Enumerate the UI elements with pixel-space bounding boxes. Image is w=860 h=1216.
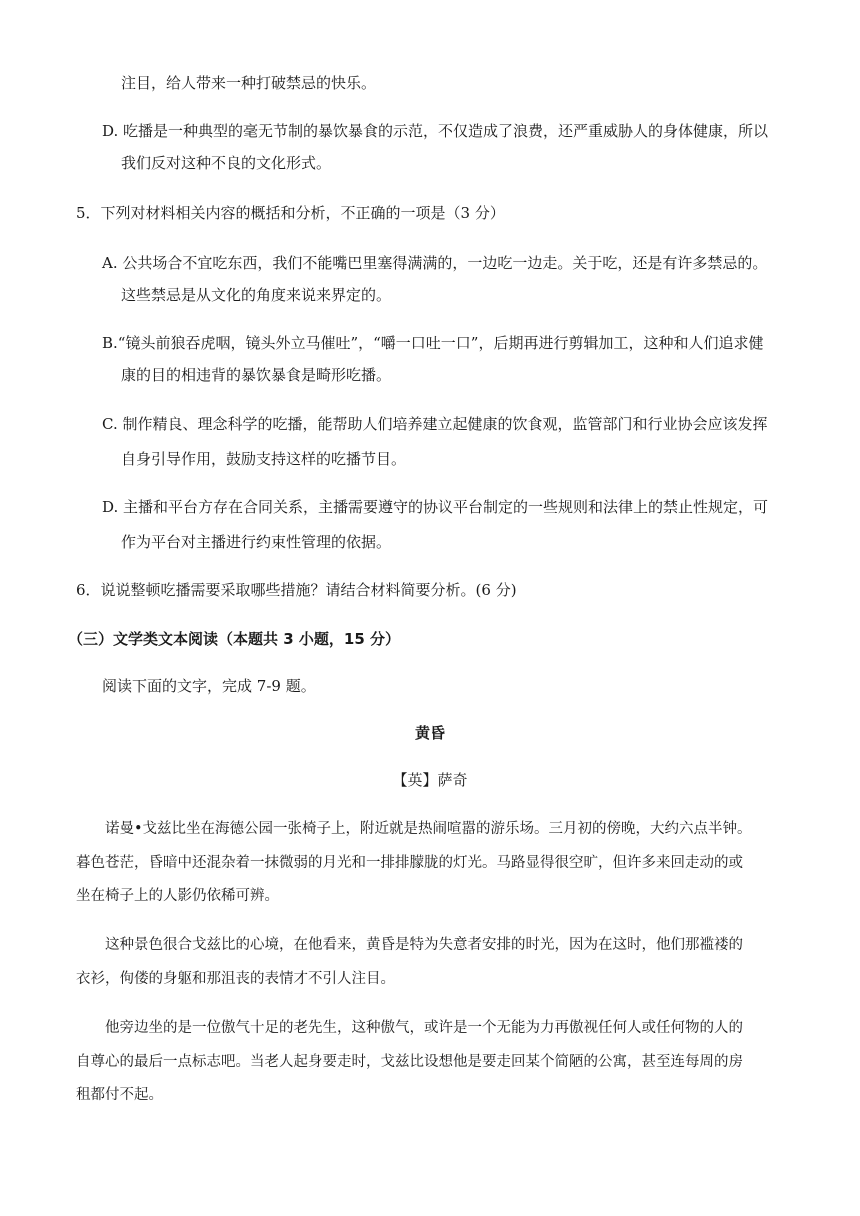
q4-option-d-line1: D. 吃播是一种典型的毫无节制的暴饮暴食的示范，不仅造成了浪费，还严重威胁人的身体健康，所以 bbox=[102, 122, 769, 140]
q5-option-b-line2: 康的目的相违背的暴饮暴食是畸形吃播。 bbox=[121, 366, 392, 384]
story-p1-line1: 诺曼•戈兹比坐在海德公园一张椅子上，附近就是热闹喧嚣的游乐场。三月初的傍晚，大约六点半钟。 bbox=[105, 821, 752, 837]
story-author: 【英】萨奇 bbox=[392, 771, 468, 789]
q5-option-a-line2: 这些禁忌是从文化的角度来说来界定的。 bbox=[121, 286, 392, 304]
q4-option-d-line2: 我们反对这种不良的文化形式。 bbox=[121, 154, 332, 172]
story-p3-line2: 自尊心的最后一点标志吧。当老人起身要走时，戈兹比设想他是要走回某个简陋的公寓，甚至连每周的房 bbox=[76, 1054, 743, 1070]
story-title: 黄昏 bbox=[414, 724, 445, 742]
story-p3-line1: 他旁边坐的是一位傲气十足的老先生，这种傲气，或许是一个无能为力再傲视任何人或任何物的人的 bbox=[105, 1020, 743, 1036]
story-p2-line1: 这种景色很合戈兹比的心境，在他看来，黄昏是特为失意者安排的时光，因为在这时，他们那褴褛的 bbox=[105, 937, 743, 953]
story-p3-line3: 租都付不起。 bbox=[76, 1087, 163, 1103]
q5-option-c-line1: C. 制作精良、理念科学的吃播，能帮助人们培养建立起健康的饮食观，监管部门和行业协会应该发挥 bbox=[102, 415, 768, 433]
story-p2-line2: 衣衫，佝偻的身躯和那沮丧的表情才不引人注目。 bbox=[76, 971, 395, 987]
q5-option-a-line1: A. 公共场合不宜吃东西，我们不能嘴巴里塞得满满的，一边吃一边走。关于吃，还是有许多禁忌的。 bbox=[102, 254, 768, 272]
story-p1-line2: 暮色苍茫，昏暗中还混杂着一抹微弱的月光和一排排朦胧的灯光。马路显得很空旷，但许多来回走动的或 bbox=[76, 855, 743, 871]
reading-instruction: 阅读下面的文字，完成 7-9 题。 bbox=[102, 677, 316, 695]
q5-option-c-line2: 自身引导作用，鼓励支持这样的吃播节目。 bbox=[121, 450, 407, 468]
q5-stem: 5．下列对材料相关内容的概括和分析，不正确的一项是（3 分） bbox=[76, 204, 505, 222]
q4-continuation: 注目，给人带来一种打破禁忌的快乐。 bbox=[121, 74, 377, 92]
question-6: 6．说说整顿吃播需要采取哪些措施？请结合材料简要分析。(6 分) bbox=[76, 581, 517, 599]
story-p1-line3: 坐在椅子上的人影仍依稀可辨。 bbox=[76, 888, 279, 904]
q5-option-d-line2: 作为平台对主播进行约束性管理的依据。 bbox=[121, 533, 392, 551]
section-3-title: （三）文学类文本阅读（本题共 3 小题，15 分） bbox=[68, 630, 400, 648]
q5-option-b-line1: B.“镜头前狼吞虎咽，镜头外立马催吐”，“嚼一口吐一口”，后期再进行剪辑加工，这种和人们追求健 bbox=[102, 334, 764, 352]
q5-option-d-line1: D. 主播和平台方存在合同关系，主播需要遵守的协议平台制定的一些规则和法律上的禁止性规定，可 bbox=[102, 498, 769, 516]
